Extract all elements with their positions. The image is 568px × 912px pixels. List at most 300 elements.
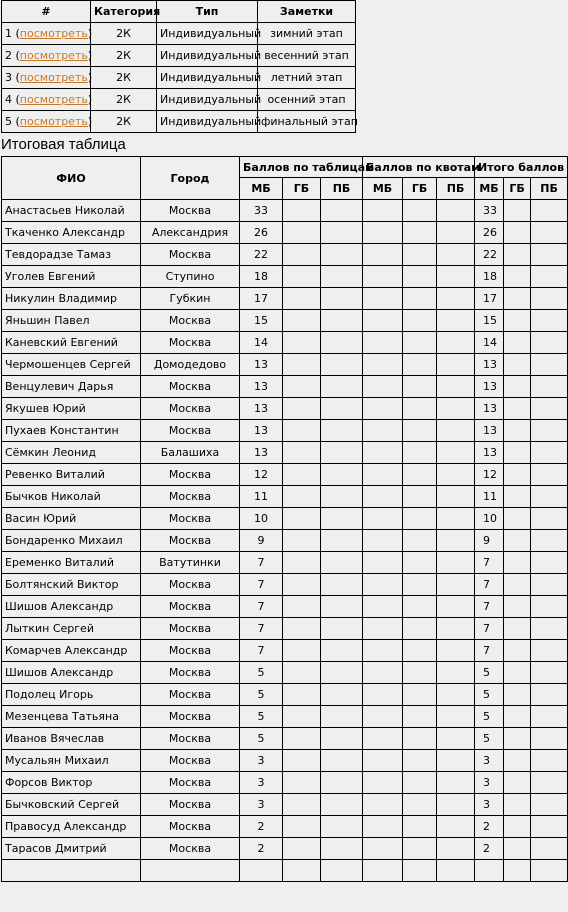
result-total-gb [504, 332, 531, 354]
result-table-gb [283, 838, 321, 860]
result-quota-pb [437, 816, 475, 838]
result-quota-gb [403, 684, 437, 706]
results-table [1, 156, 568, 882]
result-city [141, 860, 240, 882]
result-total-pb [531, 596, 568, 618]
result-table-pb [321, 530, 363, 552]
result-total-mb: 9 [475, 530, 504, 552]
result-quota-gb [403, 706, 437, 728]
result-total-pb [531, 508, 568, 530]
result-quota-mb [363, 860, 403, 882]
stage-number-cell: 3 (посмотреть) [2, 67, 91, 89]
result-table-pb [321, 288, 363, 310]
result-total-mb: 15 [475, 310, 504, 332]
result-table-gb [283, 464, 321, 486]
result-total-pb [531, 552, 568, 574]
result-table-mb: 33 [240, 200, 283, 222]
result-name: Тевдорадзе Тамаз [2, 244, 141, 266]
result-table-mb: 13 [240, 398, 283, 420]
result-quota-mb [363, 222, 403, 244]
result-table-pb [321, 266, 363, 288]
result-city: Москва [141, 398, 240, 420]
result-table-pb [321, 706, 363, 728]
result-total-mb: 18 [475, 266, 504, 288]
result-name: Правосуд Александр [2, 816, 141, 838]
result-total-pb [531, 574, 568, 596]
result-total-gb [504, 838, 531, 860]
result-total-mb: 12 [475, 464, 504, 486]
result-city: Ступино [141, 266, 240, 288]
result-quota-gb [403, 816, 437, 838]
result-city: Москва [141, 310, 240, 332]
result-table-mb: 5 [240, 662, 283, 684]
result-quota-mb [363, 618, 403, 640]
result-total-pb [531, 442, 568, 464]
result-name: Анастасьев Николай [2, 200, 141, 222]
result-total-pb [531, 464, 568, 486]
stages-header-row [2, 1, 356, 23]
result-quota-gb [403, 728, 437, 750]
result-table-gb [283, 750, 321, 772]
view-link[interactable]: посмотреть [19, 49, 88, 62]
result-quota-pb [437, 640, 475, 662]
result-quota-mb [363, 574, 403, 596]
result-total-pb [531, 684, 568, 706]
result-quota-mb [363, 508, 403, 530]
result-table-gb [283, 200, 321, 222]
result-row [2, 332, 568, 354]
result-table-gb [283, 618, 321, 640]
result-quota-pb [437, 552, 475, 574]
result-quota-gb [403, 860, 437, 882]
result-quota-mb [363, 530, 403, 552]
result-table-pb [321, 640, 363, 662]
result-table-mb: 15 [240, 310, 283, 332]
result-city: Москва [141, 838, 240, 860]
result-quota-mb [363, 728, 403, 750]
result-table-mb: 10 [240, 508, 283, 530]
results-sub-table-gb: ГБ [283, 178, 321, 200]
stage-note: летний этап [258, 67, 356, 89]
result-name: Ткаченко Александр [2, 222, 141, 244]
result-city: Москва [141, 728, 240, 750]
result-total-gb [504, 860, 531, 882]
result-total-gb [504, 750, 531, 772]
result-total-pb [531, 794, 568, 816]
result-table-mb: 13 [240, 420, 283, 442]
result-total-pb [531, 728, 568, 750]
result-table-mb: 17 [240, 288, 283, 310]
result-city: Москва [141, 662, 240, 684]
result-row [2, 662, 568, 684]
result-quota-pb [437, 662, 475, 684]
result-city: Москва [141, 684, 240, 706]
result-total-gb [504, 200, 531, 222]
result-name [2, 860, 141, 882]
result-row [2, 200, 568, 222]
results-col-city: Город [141, 157, 240, 200]
result-table-gb [283, 508, 321, 530]
result-city: Москва [141, 244, 240, 266]
result-table-mb: 7 [240, 552, 283, 574]
result-table-pb [321, 728, 363, 750]
result-total-mb: 7 [475, 552, 504, 574]
result-name: Каневский Евгений [2, 332, 141, 354]
stages-col-notes: Заметки [258, 1, 356, 23]
result-city: Москва [141, 772, 240, 794]
result-table-mb: 5 [240, 684, 283, 706]
result-name: Чермошенцев Сергей [2, 354, 141, 376]
result-total-gb [504, 530, 531, 552]
result-quota-gb [403, 222, 437, 244]
result-table-gb [283, 860, 321, 882]
result-row [2, 618, 568, 640]
results-sub-table-mb: МБ [240, 178, 283, 200]
result-table-pb [321, 662, 363, 684]
result-name: Еременко Виталий [2, 552, 141, 574]
result-total-pb [531, 772, 568, 794]
result-row [2, 640, 568, 662]
result-quota-pb [437, 772, 475, 794]
result-quota-gb [403, 332, 437, 354]
result-total-mb: 22 [475, 244, 504, 266]
result-city: Москва [141, 706, 240, 728]
summary-title: Итоговая таблица [1, 136, 126, 153]
result-quota-pb [437, 200, 475, 222]
stage-type: Индивидуальный [157, 89, 258, 111]
stage-category: 2К [91, 23, 157, 45]
result-total-mb: 13 [475, 376, 504, 398]
view-link[interactable]: посмотреть [19, 93, 88, 106]
result-quota-mb [363, 288, 403, 310]
result-total-mb: 11 [475, 486, 504, 508]
stage-number-cell: 5 (посмотреть) [2, 111, 91, 133]
result-total-gb [504, 244, 531, 266]
result-quota-mb [363, 398, 403, 420]
result-city: Москва [141, 376, 240, 398]
result-total-pb [531, 244, 568, 266]
result-total-mb: 13 [475, 420, 504, 442]
results-sub-table-pb: ПБ [321, 178, 363, 200]
result-total-mb: 5 [475, 662, 504, 684]
result-row [2, 376, 568, 398]
result-table-gb [283, 266, 321, 288]
result-total-gb [504, 662, 531, 684]
result-table-mb: 11 [240, 486, 283, 508]
result-total-pb [531, 618, 568, 640]
result-table-gb [283, 794, 321, 816]
result-total-pb [531, 816, 568, 838]
result-quota-gb [403, 794, 437, 816]
stage-note: весенний этап [258, 45, 356, 67]
result-total-mb: 7 [475, 574, 504, 596]
result-total-gb [504, 816, 531, 838]
result-quota-gb [403, 354, 437, 376]
result-table-gb [283, 420, 321, 442]
result-table-pb [321, 200, 363, 222]
result-city: Москва [141, 750, 240, 772]
result-name: Якушев Юрий [2, 398, 141, 420]
result-total-gb [504, 442, 531, 464]
result-total-mb: 14 [475, 332, 504, 354]
result-quota-mb [363, 552, 403, 574]
result-quota-pb [437, 750, 475, 772]
result-table-gb [283, 574, 321, 596]
result-quota-mb [363, 420, 403, 442]
result-total-pb [531, 530, 568, 552]
result-table-gb [283, 706, 321, 728]
result-row [2, 442, 568, 464]
results-sub-total-pb: ПБ [531, 178, 568, 200]
result-total-pb [531, 354, 568, 376]
result-quota-mb [363, 816, 403, 838]
result-row [2, 684, 568, 706]
result-row [2, 530, 568, 552]
result-table-pb [321, 838, 363, 860]
result-quota-pb [437, 684, 475, 706]
result-city: Москва [141, 530, 240, 552]
result-table-pb [321, 354, 363, 376]
result-quota-mb [363, 310, 403, 332]
result-quota-mb [363, 750, 403, 772]
result-quota-mb [363, 838, 403, 860]
result-table-mb: 18 [240, 266, 283, 288]
result-quota-mb [363, 640, 403, 662]
result-name: Шишов Александр [2, 662, 141, 684]
result-table-gb [283, 332, 321, 354]
result-table-gb [283, 552, 321, 574]
stage-note: финальный этап [258, 111, 356, 133]
result-table-mb: 9 [240, 530, 283, 552]
view-link[interactable]: посмотреть [19, 27, 88, 40]
result-table-pb [321, 750, 363, 772]
result-quota-pb [437, 376, 475, 398]
result-total-mb: 3 [475, 750, 504, 772]
result-quota-gb [403, 640, 437, 662]
stage-number: 1 [5, 27, 12, 40]
result-name: Подолец Игорь [2, 684, 141, 706]
result-table-pb [321, 310, 363, 332]
results-header-row [2, 157, 568, 178]
stages-col-number: # [2, 1, 91, 23]
results-sub-quota-pb: ПБ [437, 178, 475, 200]
result-total-mb: 5 [475, 706, 504, 728]
results-col-name: ФИО [2, 157, 141, 200]
stage-number-cell: 2 (посмотреть) [2, 45, 91, 67]
result-total-gb [504, 684, 531, 706]
result-row [2, 486, 568, 508]
result-total-pb [531, 288, 568, 310]
result-quota-mb [363, 464, 403, 486]
result-table-pb [321, 552, 363, 574]
result-total-mb: 7 [475, 640, 504, 662]
result-table-gb [283, 662, 321, 684]
result-table-gb [283, 442, 321, 464]
result-quota-pb [437, 530, 475, 552]
result-total-pb [531, 486, 568, 508]
result-name: Ревенко Виталий [2, 464, 141, 486]
result-row [2, 816, 568, 838]
stage-category: 2К [91, 111, 157, 133]
result-city: Москва [141, 596, 240, 618]
result-table-gb [283, 596, 321, 618]
result-table-pb [321, 574, 363, 596]
result-table-mb: 7 [240, 596, 283, 618]
result-row [2, 354, 568, 376]
result-quota-gb [403, 618, 437, 640]
result-table-mb: 26 [240, 222, 283, 244]
result-quota-gb [403, 750, 437, 772]
result-total-gb [504, 310, 531, 332]
result-row [2, 838, 568, 860]
results-sub-quota-mb: МБ [363, 178, 403, 200]
result-quota-mb [363, 772, 403, 794]
result-city: Москва [141, 464, 240, 486]
result-total-gb [504, 354, 531, 376]
result-table-mb: 5 [240, 706, 283, 728]
result-total-mb: 13 [475, 442, 504, 464]
result-quota-gb [403, 244, 437, 266]
result-row [2, 552, 568, 574]
view-link[interactable]: посмотреть [19, 71, 88, 84]
result-quota-mb [363, 200, 403, 222]
result-total-pb [531, 398, 568, 420]
result-table-pb [321, 398, 363, 420]
result-row [2, 222, 568, 244]
result-city: Москва [141, 486, 240, 508]
result-table-pb [321, 794, 363, 816]
result-quota-pb [437, 860, 475, 882]
result-total-gb [504, 486, 531, 508]
result-row [2, 420, 568, 442]
result-row [2, 508, 568, 530]
result-row [2, 398, 568, 420]
result-name: Яньшин Павел [2, 310, 141, 332]
stage-number: 5 [5, 115, 12, 128]
result-quota-gb [403, 508, 437, 530]
result-name: Бычковский Сергей [2, 794, 141, 816]
result-table-mb: 5 [240, 728, 283, 750]
result-name: Шишов Александр [2, 596, 141, 618]
result-total-mb: 7 [475, 618, 504, 640]
result-quota-pb [437, 288, 475, 310]
result-table-gb [283, 640, 321, 662]
result-total-pb [531, 200, 568, 222]
result-quota-gb [403, 530, 437, 552]
result-name: Сёмкин Леонид [2, 442, 141, 464]
result-quota-gb [403, 838, 437, 860]
result-quota-mb [363, 794, 403, 816]
view-link[interactable]: посмотреть [19, 115, 88, 128]
result-quota-pb [437, 310, 475, 332]
results-col-table-points: Баллов по таблицам [240, 157, 363, 178]
result-row [2, 772, 568, 794]
result-total-pb [531, 838, 568, 860]
result-table-mb: 13 [240, 376, 283, 398]
result-total-gb [504, 794, 531, 816]
result-table-mb: 7 [240, 640, 283, 662]
result-row [2, 706, 568, 728]
result-total-pb [531, 310, 568, 332]
result-quota-pb [437, 332, 475, 354]
result-row [2, 860, 568, 882]
result-quota-pb [437, 618, 475, 640]
result-total-mb: 5 [475, 728, 504, 750]
result-name: Уголев Евгений [2, 266, 141, 288]
result-row [2, 310, 568, 332]
result-city: Балашиха [141, 442, 240, 464]
result-name: Мезенцева Татьяна [2, 706, 141, 728]
result-table-mb: 13 [240, 354, 283, 376]
result-quota-gb [403, 266, 437, 288]
stage-number: 4 [5, 93, 12, 106]
result-quota-gb [403, 464, 437, 486]
result-table-pb [321, 772, 363, 794]
result-name: Никулин Владимир [2, 288, 141, 310]
result-city: Москва [141, 640, 240, 662]
stage-category: 2К [91, 89, 157, 111]
result-total-gb [504, 222, 531, 244]
result-name: Мусальян Михаил [2, 750, 141, 772]
result-quota-gb [403, 420, 437, 442]
result-total-mb: 2 [475, 838, 504, 860]
result-table-gb [283, 244, 321, 266]
stage-type: Индивидуальный [157, 23, 258, 45]
result-quota-gb [403, 398, 437, 420]
result-name: Бычков Николай [2, 486, 141, 508]
result-table-pb [321, 464, 363, 486]
result-table-mb: 7 [240, 574, 283, 596]
result-city: Домодедово [141, 354, 240, 376]
result-quota-pb [437, 266, 475, 288]
result-name: Форсов Виктор [2, 772, 141, 794]
result-quota-pb [437, 464, 475, 486]
result-table-mb: 13 [240, 442, 283, 464]
stage-type: Индивидуальный [157, 67, 258, 89]
result-quota-mb [363, 662, 403, 684]
result-table-gb [283, 684, 321, 706]
result-name: Тарасов Дмитрий [2, 838, 141, 860]
result-total-gb [504, 596, 531, 618]
stage-number-cell: 1 (посмотреть) [2, 23, 91, 45]
result-row [2, 596, 568, 618]
stage-category: 2К [91, 45, 157, 67]
result-total-gb [504, 574, 531, 596]
result-total-mb: 7 [475, 596, 504, 618]
result-total-pb [531, 640, 568, 662]
result-total-pb [531, 706, 568, 728]
results-col-total-points: Итого баллов [475, 157, 568, 178]
result-quota-gb [403, 310, 437, 332]
result-quota-mb [363, 706, 403, 728]
result-total-pb [531, 750, 568, 772]
result-name: Иванов Вячеслав [2, 728, 141, 750]
result-total-pb [531, 860, 568, 882]
result-table-pb [321, 816, 363, 838]
result-total-pb [531, 662, 568, 684]
stage-type: Индивидуальный [157, 111, 258, 133]
result-name: Лыткин Сергей [2, 618, 141, 640]
result-table-pb [321, 332, 363, 354]
result-quota-gb [403, 662, 437, 684]
result-quota-mb [363, 332, 403, 354]
result-table-pb [321, 508, 363, 530]
result-name: Васин Юрий [2, 508, 141, 530]
result-total-mb: 13 [475, 354, 504, 376]
result-total-gb [504, 772, 531, 794]
result-total-gb [504, 618, 531, 640]
result-quota-mb [363, 442, 403, 464]
